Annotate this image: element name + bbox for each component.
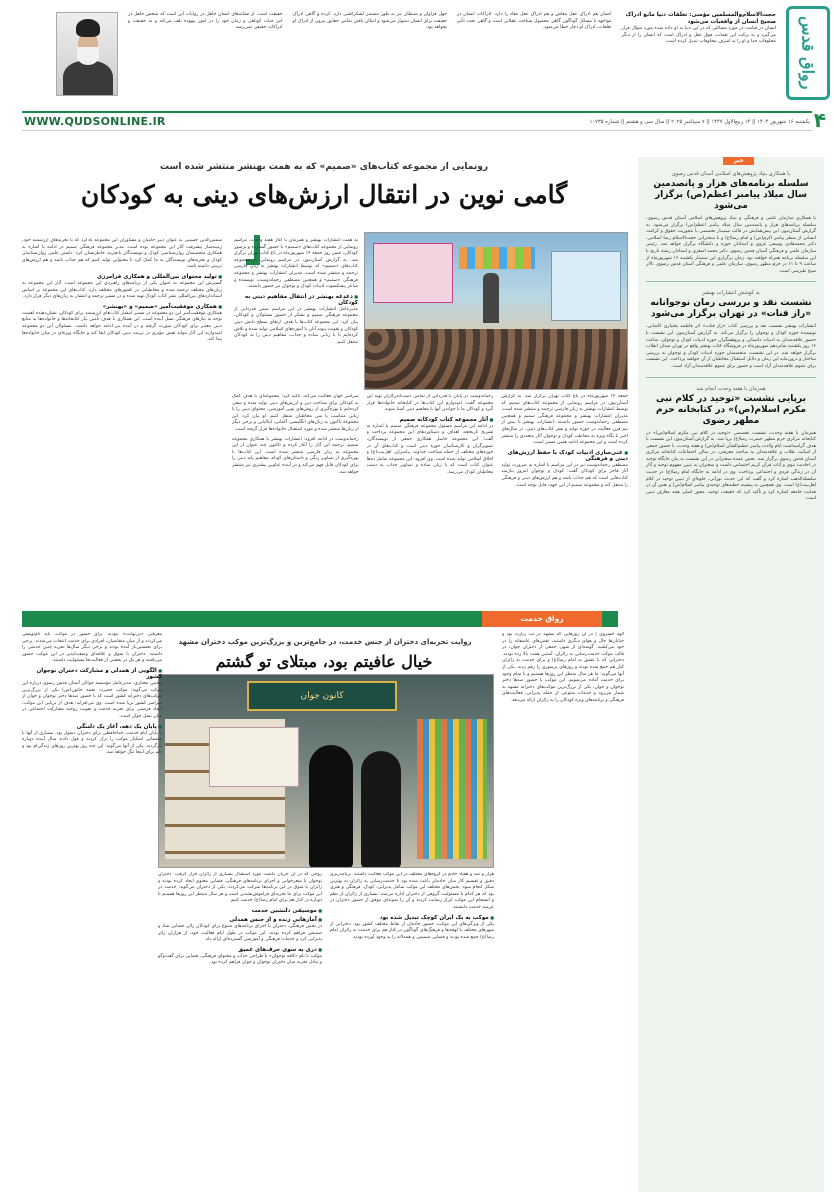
- quote-text-1: انسان در قیامت در مورد مسائلی که در این دنیا به او داده شده مورد سؤال قرار می‌گیرد و به برکت این نعمات، فوق عقل و ادراک است که انسان را از دیگر مخلوقات جدا و او را به اشرف مخلوقات تبدیل کرده است.: [621, 26, 776, 45]
- second-left-subhead-1: ■ الگویی از همدلی و مشارکت دختران نوجوان کشور: [22, 668, 162, 680]
- page-header-bar: [22, 111, 812, 131]
- second-subhead-a3: ■ دری به سوی حرف‌های عمیق: [158, 947, 322, 953]
- second-kicker: روایت تجربه‌ای دختران از جنس خدمت، در جامع‌ترین و بزرگ‌ترین موکب دختران مشهد: [178, 638, 472, 646]
- news-item: [646, 386, 816, 504]
- main-left3-text: همکاری موفقیت‌آمیز این دو مجموعه در مسیر انتشار کتاب‌های ارزشمند برای کودکان، نشان‌دهنده اهمیت توجه به نیازهای فرهنگی نسل آینده است. این همکاری با هدف تأمین نیاز کتابخانه‌ها و خانواده‌ها به منابع دینی معتبر برای کودکان صورت گرفته و در آینده نیز ادامه خواهد داشت. مسئولان این دو مجموعه امیدوارند این آثار بتواند نقش مؤثری در تربیت دینی کودکان ایفا کند و جایگاه ویژه‌ای در میان خانواده‌ها پیدا کند.: [22, 310, 222, 343]
- dateline: یکشنبه ۱۶ شهریور ۱۴۰۴ || ۱۴ ربیع‌الاول ۱۴۴۷ || ۷ سپتامبر ۲۰۲۵ || سال سی و هشتم || شماره ۱۰۷۳۵: [589, 118, 810, 125]
- logo-mark: رواق قدس: [786, 6, 830, 100]
- second-col-b-text: هزار و صد و هفتاد خادم در گروه‌های مختلف در این موکب فعالیت داشتند. برنامه‌ریزی دقیق و تقسیم کار میان خادمان باعث شده بود تا خدمت‌رسانی به زائران به بهترین شکل انجام شود. بخش‌های مختلف این موکب شامل پذیرایی، کودک، فرهنگی و هنری بود که هر کدام با مسئولیت گروهی از دختران اداره می‌شد. بسیاری از زائران از نظم و انسجام این موکب ابراز رضایت کردند و آن را نمونه‌ای موفق از حضور دختران در عرصه خدمت دانستند.: [330, 872, 494, 910]
- main-col2b-text: مصطفی رحماندوست نیز در این مراسم با اشاره به ضرورت تولید آثار فاخر برای کودکان گفت: کودک و نوجوان امروز نیازمند کتاب‌هایی است که هم جذاب باشد و هم ارزش‌های دینی و فرهنگی را منتقل کند و مجموعه صمیم از این جهت قابل توجه است.: [501, 462, 628, 488]
- main-col4b-text: رحماندوست در ادامه افزود: انتشارات بهنشر با همکاری مجموعه صمیم، ترجمه این آثار را آغاز کرده و تاکنون چند عنوان از این مجموعه به زبان فارسی منتشر شده است. این کتاب‌ها با بهره‌گیری از تصاویر رنگی و داستان‌های کوتاه، مفاهیم پایه دینی را برای کودکان قابل فهم می‌کند و در آینده عناوین بیشتری نیز منتشر خواهد شد.: [231, 436, 359, 475]
- news-kicker: همزمان با هفته وحدت انجام شد: [696, 385, 766, 392]
- main-subhead-1: ■ دغدغه بهنشر در انتقال مفاهیم دینی به کودکان: [234, 294, 358, 306]
- second-subhead-b: ■ موکب به یک ایران کوچک تبدیل شده بود: [330, 915, 494, 921]
- main-col1b-text: مدیرعامل انتشارات بهنشر در این مراسم ضمن قدردانی از مجموعه فرهنگی صمیم و تشکر از حضور مسئولان و کودکان، بیان کرد: این مجموعه کتاب‌ها با هدف ارتقای سطح دانش دینی کودکان و تقویت پیوند آنان با آموزه‌های اسلامی تولید شده و تلاش کرده‌ایم تا با زبانی ساده و جذاب، مفاهیم دینی را به کودکان منتقل کنیم.: [234, 306, 358, 345]
- news-body: انتشارات بهنشر نشست نقد و بررسی کتاب «راز قنات» اثر فاطمه بختیاری کاشانی، نویسنده حوزه کودک و نوجوان را برگزار می‌کند. به گزارش آستان‌نیوز، این نشست با حضور علاقه‌مندان به ادبیات داستانی و پژوهشگران حوزه ادبیات کودک و نوجوان، ساعت ۱۶ روز یکشنبه شانزدهم شهریورماه در فروشگاه کتاب بهنشر واقع در تهران میدان انقلاب برگزار خواهد شد. در این نشست، متخصصان حوزه ادبیات کودک و نوجوان به بررسی ساختار و درون‌مایه این رمان و دلایل استقبال مخاطبان از آن خواهند پرداخت. این نشست برای عموم علاقه‌مندان آزاد است و حضور برای عموم علاقه‌مندان آزاد است.: [646, 324, 816, 369]
- news-item: [646, 290, 816, 370]
- news-item: [646, 171, 816, 275]
- main-subhead-2: ■ غنی‌سازی ادبیات کودک با حفظ ارزش‌های دینی و فرهنگی: [501, 450, 628, 462]
- main-col3-text: رحماندوست در پایان با قدردانی از تمامی دست‌اندرکاران تهیه این مجموعه گفت: امیدوارم این کتاب‌ها در کتابخانه خانواده‌ها قرار گیرد و کودکان ما با خواندن آنها با مفاهیم دینی آشنا شوند.: [366, 394, 494, 413]
- second-col-a2-text: در بخش فرهنگی، دختران با اجرای برنامه‌های متنوع برای کودکان زائر، فضایی شاد و صمیمی فراهم کرده بودند. این موکب در طول ایام فعالیت خود، از هزاران زائر پذیرایی کرد و خدمات فرهنگی و آموزشی گسترده‌ای ارائه داد.: [158, 923, 322, 943]
- news-kicker: به کوشش انتشارات بهنشر: [702, 290, 760, 297]
- second-article-right-col: [502, 632, 624, 1188]
- news-tag: خبر: [723, 157, 754, 165]
- main-left1-text: شمس‌الدین حسینی به عنوان دبیر حامیان و مشاوران این مجموعه یادکرد که با تجربه‌های ارزشمند خود، زمینه‌ساز پیشرفت آثار این مجموعه بوده است. مدیر مجموعه فرهنگی صمیم در ادامه با اشاره به همکاری متخصصان روان‌شناسی کودک و نویسندگان باتجربه، خاطرنشان کرد: داشتن علمی روان‌شناسان کودک و تجربه‌های نویسندگان به ما کمک کرد تا محتوایی تولید کنیم که هم جذاب باشد و هم ارزش‌های تربیتی داشته باشد.: [22, 238, 222, 270]
- news-kicker: با همکاری بنیاد پژوهش‌های اسلامی آستان قدس رضوی: [671, 171, 791, 177]
- second-article-left-col: [22, 632, 162, 1188]
- quote-col-3: [293, 12, 448, 100]
- second-subhead-a: ■ موسیقی دلنشین خدمت: [158, 908, 322, 914]
- second-right-text: الهه خسروی | در آن روزهایی که مشهد در تب زیارت بود و خیابان‌ها حال و هوای دیگری داشتند، نفس‌های عاشقانه را در خود می‌کشید. گوشه‌ای از شهر، جمعی از دختران جوان، در قالب موکب خدمت‌رسانی به زائران، آستین همت بالا زده بودند. دخترانی که با عشق به امام رضا(ع) و برای خدمت به زائران کنار هم جمع شده بودند و روزهای پرشوری را رقم زدند. یکی از آنها می‌گوید: ما هر سال منتظر این روزها هستیم و با تمام وجود برای خدمت آماده می‌شویم. این موکب با حضور صدها دختر نوجوان و جوان، یکی از بزرگ‌ترین موکب‌های دخترانه مشهد به شمار می‌رود و خدمات متنوعی از جمله پذیرایی، فعالیت‌های فرهنگی و برنامه‌های ویژه کودکان را به زائران ارائه می‌دهد.: [502, 632, 624, 703]
- main-col4-text: سراسر جهان فعالیت می‌کند، تأکید کرد: مجموعه‌ای با هدف کمک به کودکان برای شناخت دین و ارزش‌های دینی تولید شده و سعی کرده‌ایم با بهره‌گیری از روش‌های نوین آموزشی، محتوای دینی را با زبانی متناسب با سن مخاطبان منتقل کنیم. او بیان کرد: این مجموعه تاکنون به زبان‌های انگلیسی، آلمانی، ایتالیایی و برخی دیگر از زبان‌ها منتشر شده و مورد استقبال خانواده‌ها قرار گرفته است.: [231, 394, 359, 432]
- main-col-c: [232, 394, 359, 604]
- main-article-left-col: [22, 238, 222, 608]
- quote-text-4: حقیقت است. از نشانه‌های انسان جاهل در روایات این است که شخص جاهل در امر حیات کوتاهی و زمان خود را در امور بیهوده تلف می‌کند و به حقیقت و ادراکات حقیقی نمی‌رسد.: [128, 12, 283, 31]
- news-divider: [646, 377, 816, 378]
- main-col1-text: به همت انتشارات بهنشر و همزمان با آغاز هفته وحدت، مراسم رونمایی از مجموعه کتاب‌های «صمیم» با حضور گسترده و پرشور کودکان، عصر روز جمعه ۱۴ شهریورماه در باغ کتاب تهران برگزار شد. به گزارش آستان‌نیوز، در مراسم رونمایی از مجموعه کتاب‌های «صمیم» که توسط انتشارات بهنشر به زبان فارسی ترجمه و منتشر شده است، مدیران انتشارات بهنشر و مجموعه فرهنگی «صمیم» و همچنین مصطفی رحماندوست، نویسنده و شاعر پیشکسوت ادبیات کودک و نوجوان نیز حضور داشتند.: [234, 238, 358, 290]
- main-article-lower-cols: [232, 394, 628, 604]
- news-sidebar: [638, 157, 824, 1192]
- second-left-text: معرفتی «بی‌نهایت» نبودند. برای حضور در موکب، باید نام‌نویسی می‌کردند و از میان متقاضیان، افرادی برای خدمت انتخاب می‌شدند. برخی برای نخستین‌بار آمده بودند و برخی دیگر سال‌ها تجربه چنین خدمتی را داشتند. دختران با شوق و علاقه‌ای وصف‌ناپذیر در این موکب حضور می‌یافتند و هر یک در بخشی از فعالیت‌ها مسئولیت داشتند.: [22, 632, 162, 664]
- quote-heading: حجت‌الاسلام‌والمسلمین مؤمنی: تعلقات دنیا مانع ادراک صحیح انسان از واقعیات می‌شود: [625, 12, 776, 25]
- news-body: همزمان با هفته وحدت، نشست تخصصی «توحید در کلام نبی مکرم اسلام(ص)» در کتابخانه مرکزی حرم مطهر حضرت رضا(ع) برپا شد. به گزارش آستان‌نیوز، این نشست با هدف گرامیداشت ایام ولادت پیامبر عظیم‌الشأن اسلام(ص) و هفته وحدت، با حضور جمعی از اساتید، طلاب و علاقه‌مندان به مباحث معرفتی، در سالن اجتماعات کتابخانه مرکزی آستان قدس رضوی برگزار شد. بخش عمده سخنرانی در این نشست به بیان جایگاه توحید در احادیث نبوی و آیات قرآن کریم اختصاص داشت و سخنران به تبیین مفهوم توحید و آثار آن در زندگی فردی و اجتماعی پرداخت. وی در ادامه به جایگاه امام رضا(ع) در حدیث سلسلة‌الذهب اشاره کرد و گفت که این حدیث نورانی، جلوه‌ای از تبیین توحید در کلام اهل‌بیت(ع) است. وی همچنین به پیشینه خطبه‌های توحیدی پیامبر اسلام(ص) و نقش آن در هدایت جامعه اشاره کرد و تأکید کرد که حقیقت توحید، محور اصلی همه معارف دینی است.: [646, 430, 816, 502]
- main-col-a: [501, 394, 628, 604]
- second-col-a: [330, 872, 494, 1188]
- main-kicker: رونمایی از مجموعه کتاب‌های «صمیم» که به همت بهنشر منتشر شده است: [160, 162, 488, 172]
- second-col-a3-text: موکب با نام «کافه نوجوان» با طراحی جذاب و محتوای فرهنگی، فضایی برای گفت‌وگو و تبادل تجربه میان دختران نوجوان و جوان فراهم کرده بود.: [158, 953, 322, 966]
- quote-col-2: [457, 12, 612, 100]
- page-number: ۴: [813, 108, 826, 132]
- news-title: نشست نقد و بررسی رمان نوجوانانه «راز قنات» در تهران برگزار می‌شود: [650, 298, 812, 320]
- main-left-subhead-2: ■ همکاری موفقیت‌آمیز «صمیم» و «بهنشر»: [22, 304, 222, 310]
- brand-logo: [782, 6, 830, 102]
- top-strip: [0, 0, 834, 108]
- main-col-b: [367, 394, 494, 604]
- main-subhead-3: ■ آثار مجموعه کتاب کودکانه صمیم: [367, 417, 494, 423]
- news-body: با همکاری سازمان علمی و فرهنگی و بنیاد پژوهش‌های اسلامی آستان قدس رضوی، سلسله برنامه‌های هزار و پانصدمین سال میلاد پیامبر اعظم(ص) برگزار می‌شود. به گزارش آستان‌نیوز، این پیش‌همایش در قالب سمینار تخصصی با محوریت حقوق و کرامت انسانی از منظر پیامبر اکرم(ص) و امام رضا(ع) و با سخنرانی حجت‌الاسلام رضا اسلامی، دکتر محمدهادی یوسفی غروی و استادان حوزه و دانشگاه برگزار خواهد شد. رئیس سازمان علمی و فرهنگی آستان قدس رضوی، دکتر محمد اصغری و استادان رشته تاریخ با این سلسله برنامه همراه خواهند بود. زمان برگزاری این سمینار یکشنبه ۱۶ شهریورماه از ساعت ۹ تا ۱۱ در حرم مطهر رضوی، سازمان علمی و فرهنگی آستان قدس رضوی، تالار شیخ طبرسی است.: [646, 216, 816, 274]
- quote-text-3: جهل فراوان و شیطان نیز به طور مستمر لشکرکشی دارد. کرده و گاهی ادراک حقیقت برای انسان دشوار می‌شود و امکان یافتن تمامی حقایق بیرون از ادراک او نخواهد بود.: [292, 12, 447, 31]
- quote-col-1: [622, 12, 777, 100]
- main-col2-text: جمعه ۱۴ شهریورماه در باغ کتاب تهران برگزار شد. به گزارش آستان‌نیوز، در مراسم رونمایی از مجموعه کتاب‌های صمیم که توسط انتشارات بهنشر به زبان فارسی ترجمه و منتشر شده است، مدیران انتشارات بهنشر و مجموعه فرهنگی صمیم و همچنین مصطفی رحماندوست حضور داشتند. انتشارات بهنشر با بیش از نیم قرن فعالیت در حوزه تولید و نشر کتاب‌های دینی، در سال‌های اخیر با نگاه ویژه به مخاطب کودک و نوجوان آثار متعددی را منتشر کرده است و این مجموعه ادامه همین مسیر است.: [501, 394, 628, 446]
- photo-sign: کانون جوان: [247, 681, 397, 711]
- second-left2-text: مجتبی مختاری، مدیرعامل مؤسسه جوانان آستان قدس رضوی درباره این موکب می‌گوید: موکب حضرت نجمه خاتون(س) یکی از بزرگ‌ترین موکب‌های دخترانه کشور است که با حضور صدها دختر نوجوان و جوان از سراسر کشور برپا شده است. وی می‌افزاید: هدف از برپایی این موکب، ایجاد فرصتی برای تجربه خدمت و تقویت روحیه مشارکت اجتماعی در میان نسل جوان است.: [22, 680, 162, 719]
- news-divider: [646, 281, 816, 282]
- site-url-link[interactable]: WWW.QUDSONLINE.IR: [24, 115, 166, 128]
- section-tag: رواق خدمت: [482, 611, 602, 627]
- quote-box: [56, 12, 776, 100]
- second-subhead-a2: ■ آمارهایی زنده و از جنس همدلی: [158, 917, 322, 923]
- mokeb-photo: [158, 674, 494, 868]
- quote-text-2: انسان هم ادراکِ عقل معاش و هم ادراکِ عقل معاد را دارد. ادراکات انسان در مواجهه با مسائل گوناگون گاهی محصول شناخت عقلانی است و گاهی تحت تأثیر تعلقات، ادراک او دچار خطا می‌شود.: [457, 12, 612, 31]
- second-left3-text: با پایان ایام خدمت، خداحافظی برای دختران دشوار بود. بسیاری از آنها با چشمانی اشکبار موکب را ترک کردند و قول دادند سال آینده دوباره بازگردند. یکی از آنها می‌گوید: این چند روز بهترین روزهای زندگی‌ام بود و دلم برای اینجا تنگ خواهد شد.: [22, 730, 162, 756]
- second-left-subhead-2: ■ پایان یک دهه، آغاز یک دلتنگی: [22, 724, 162, 730]
- cleric-portrait: [56, 12, 118, 96]
- quote-col-4: [128, 12, 283, 100]
- main-left-subhead-1: ■ تولید محتوای بین‌المللی و همکاری فرامرزی: [22, 274, 222, 280]
- news-title: سلسله برنامه‌های هزار و پانصدمین سال میلاد پیامبر اعظم(ص) برگزار می‌شود: [653, 179, 809, 211]
- second-col-a-text: روحی که در آن جریان داشت مورد استقبال بسیاری از زائران قرار گرفت. دختران نوجوان با شعرخوانی و اجرای برنامه‌های فرهنگی، فضایی معنوی ایجاد کرده بودند و زائران با شوق در این برنامه‌ها شرکت می‌کردند. یکی از دختران می‌گوید: خدمت در این موکب برای ما تجربه‌ای فراموش‌نشدنی است و هر سال منتظر این روزها هستیم تا دوباره در کنار هم برای امام رضا(ع) خدمت کنیم.: [158, 872, 322, 904]
- main-left2-text: گسترش این مجموعه به عنوان یکی از برنامه‌های راهبردی این مجموعه است. آثار این مجموعه به زبان‌های مختلف ترجمه شده و مخاطبانی در کشورهای مختلف دارد. کتاب‌های این مجموعه بر اساس استانداردهای بین‌المللی نشر کتاب کودک تهیه شده و در مسیر ترجمه و انتشار به زبان‌های دیگر قرار دارد.: [22, 280, 222, 300]
- second-article-lower-cols: [158, 872, 494, 1188]
- second-headline: خیال عافیتم بود، مبتلای تو گشتم: [215, 652, 433, 671]
- second-col-b: [158, 872, 322, 1188]
- main-col3b-text: در ادامه این مراسم مسئول مجموعه فرهنگی صمیم با اشاره به تشریح تاریخچه، اهداف و دستاوردهای این مجموعه پرداخت و گفت: این مجموعه حاصل همکاری جمعی از نویسندگان، تصویرگران و کارشناسان حوزه دینی است و کتاب‌های آن در حوزه‌های مختلف از جمله شناخت خداوند، پیامبران، اهل‌بیت(ع) و اخلاق اسلامی تولید شده است. وی افزود: این مجموعه شامل ده‌ها عنوان کتاب است که با زبان ساده و تصاویر جذاب به دست مخاطبان کودک می‌رسد.: [366, 423, 494, 475]
- second-col-b2-text: یکی از ویژگی‌های این موکب، حضور خادمان از نقاط مختلف کشور بود. دخترانی از شهرهای مختلف با لهجه‌ها و فرهنگ‌های گوناگون در کنار هم برای خدمت به زائران امام رضا(ع) جمع شده بودند و فضایی صمیمی و همدلانه را به وجود آورده بودند.: [330, 921, 494, 940]
- event-photo: [364, 232, 628, 390]
- main-headline: گامی نوین در انتقال ارزش‌های دینی به کودکان: [80, 180, 568, 209]
- news-title: برپایی نشست «توحید در کلام نبی مکرم اسلام(ص)» در کتابخانه حرم مطهر رضوی: [656, 393, 806, 426]
